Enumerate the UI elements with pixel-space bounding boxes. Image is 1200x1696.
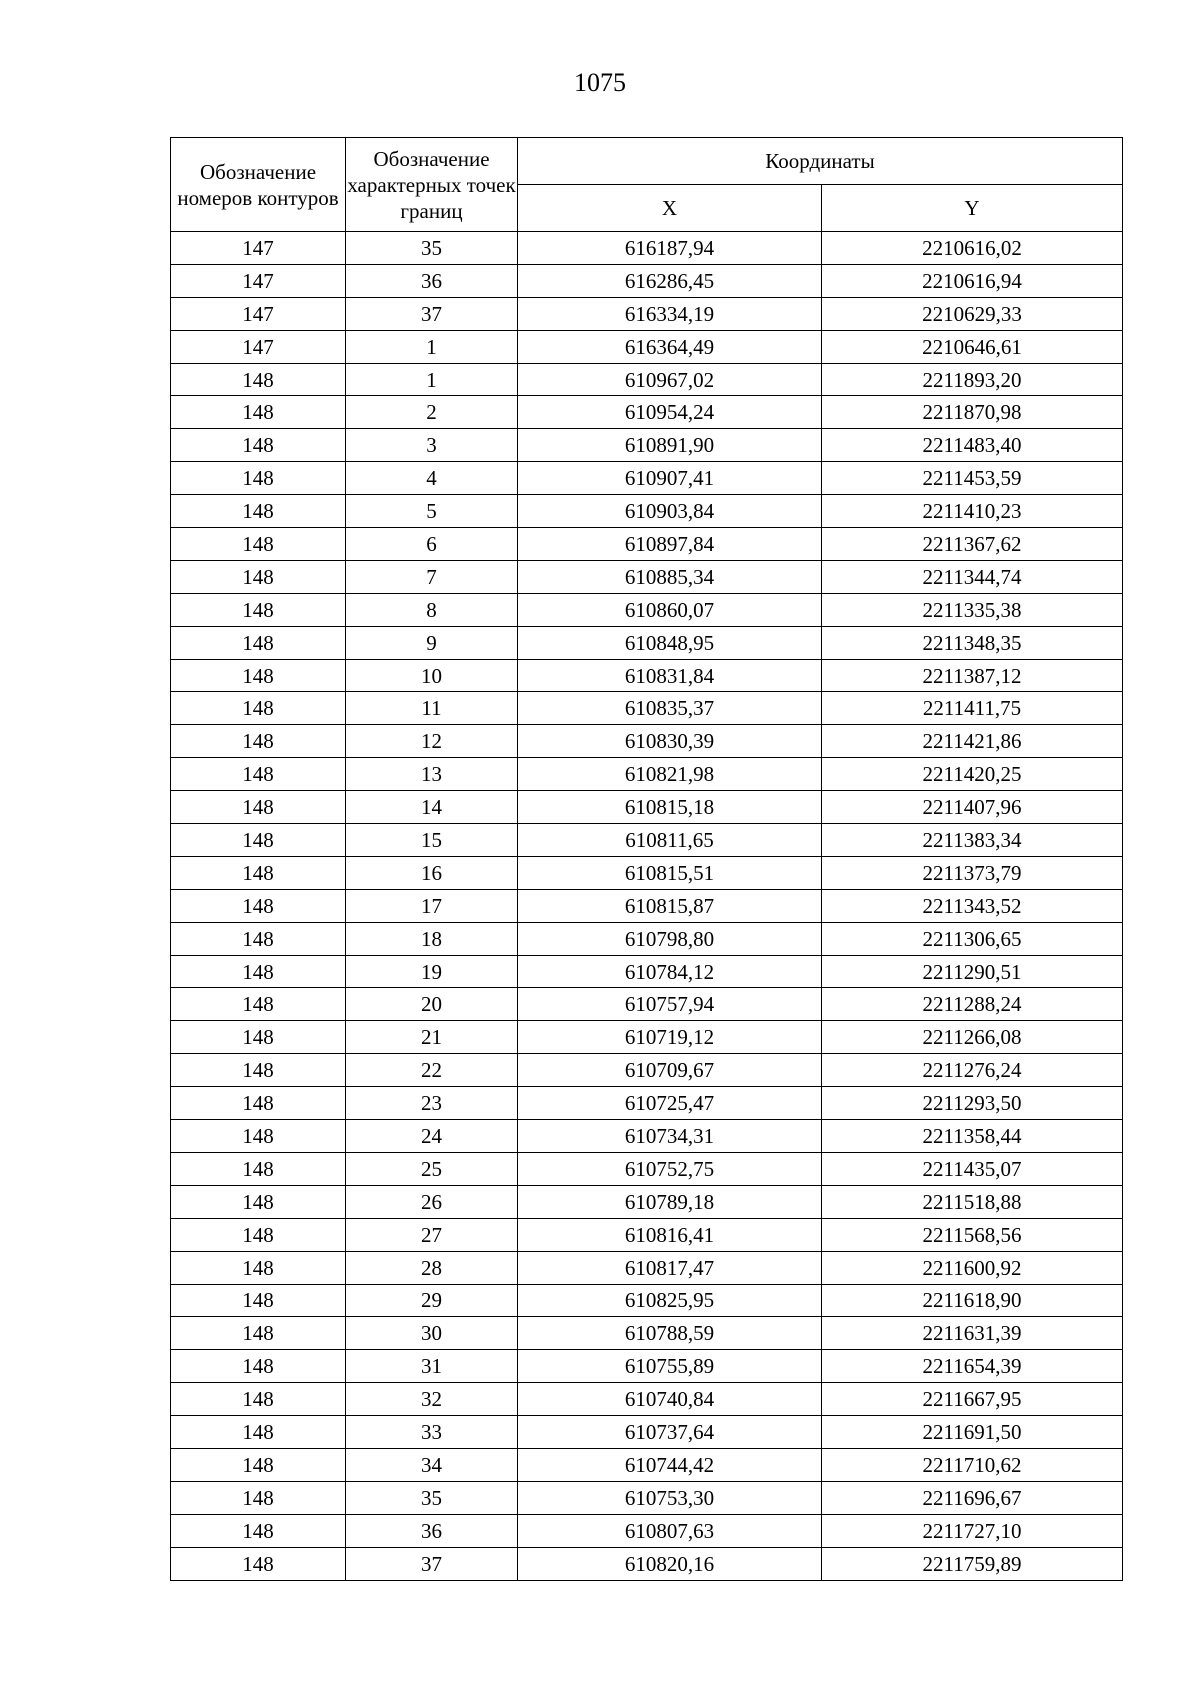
cell-x: 610891,90 xyxy=(518,429,822,462)
table-row xyxy=(171,1185,1123,1218)
cell-point-number: 22 xyxy=(346,1054,518,1087)
cell-y: 2211358,44 xyxy=(822,1120,1123,1153)
cell-contour-number: 148 xyxy=(171,1547,346,1580)
table-row xyxy=(171,363,1123,396)
cell-contour-number: 148 xyxy=(171,1218,346,1251)
cell-y: 2211421,86 xyxy=(822,725,1123,758)
cell-point-number: 17 xyxy=(346,889,518,922)
cell-contour-number: 148 xyxy=(171,1087,346,1120)
cell-contour-number: 148 xyxy=(171,396,346,429)
cell-x: 610798,80 xyxy=(518,922,822,955)
cell-y: 2210629,33 xyxy=(822,297,1123,330)
cell-x: 610719,12 xyxy=(518,1021,822,1054)
cell-y: 2211483,40 xyxy=(822,429,1123,462)
cell-y: 2211631,39 xyxy=(822,1317,1123,1350)
cell-contour-number: 148 xyxy=(171,692,346,725)
cell-contour-number: 148 xyxy=(171,955,346,988)
table-row xyxy=(171,528,1123,561)
cell-point-number: 7 xyxy=(346,560,518,593)
cell-y: 2211893,20 xyxy=(822,363,1123,396)
cell-point-number: 9 xyxy=(346,626,518,659)
cell-contour-number: 148 xyxy=(171,1514,346,1547)
page-number: 1075 xyxy=(574,68,626,97)
cell-x: 610860,07 xyxy=(518,593,822,626)
cell-x: 610820,16 xyxy=(518,1547,822,1580)
cell-point-number: 36 xyxy=(346,264,518,297)
cell-point-number: 1 xyxy=(346,363,518,396)
cell-x: 610830,39 xyxy=(518,725,822,758)
cell-x: 610817,47 xyxy=(518,1251,822,1284)
cell-contour-number: 148 xyxy=(171,856,346,889)
cell-point-number: 12 xyxy=(346,725,518,758)
cell-y: 2211691,50 xyxy=(822,1416,1123,1449)
cell-y: 2211343,52 xyxy=(822,889,1123,922)
header-x: X xyxy=(518,185,822,232)
cell-x: 610954,24 xyxy=(518,396,822,429)
cell-y: 2210616,02 xyxy=(822,232,1123,265)
cell-x: 610821,98 xyxy=(518,758,822,791)
header-coordinates: Координаты xyxy=(518,138,1123,185)
table-row xyxy=(171,955,1123,988)
cell-contour-number: 148 xyxy=(171,1448,346,1481)
cell-point-number: 13 xyxy=(346,758,518,791)
cell-contour-number: 148 xyxy=(171,528,346,561)
table-row xyxy=(171,593,1123,626)
cell-x: 610788,59 xyxy=(518,1317,822,1350)
cell-y: 2211435,07 xyxy=(822,1152,1123,1185)
cell-point-number: 34 xyxy=(346,1448,518,1481)
table-row xyxy=(171,1448,1123,1481)
cell-x: 610848,95 xyxy=(518,626,822,659)
cell-point-number: 37 xyxy=(346,297,518,330)
cell-y: 2211344,74 xyxy=(822,560,1123,593)
cell-y: 2211420,25 xyxy=(822,758,1123,791)
cell-y: 2211367,62 xyxy=(822,528,1123,561)
cell-contour-number: 148 xyxy=(171,462,346,495)
cell-contour-number: 148 xyxy=(171,659,346,692)
table-row xyxy=(171,1120,1123,1153)
cell-y: 2211710,62 xyxy=(822,1448,1123,1481)
cell-x: 616187,94 xyxy=(518,232,822,265)
cell-x: 610815,87 xyxy=(518,889,822,922)
cell-contour-number: 148 xyxy=(171,1185,346,1218)
table-row xyxy=(171,889,1123,922)
cell-x: 610807,63 xyxy=(518,1514,822,1547)
table-row xyxy=(171,1416,1123,1449)
table-row xyxy=(171,988,1123,1021)
cell-y: 2211600,92 xyxy=(822,1251,1123,1284)
cell-point-number: 18 xyxy=(346,922,518,955)
cell-x: 616334,19 xyxy=(518,297,822,330)
table-row xyxy=(171,626,1123,659)
cell-y: 2211335,38 xyxy=(822,593,1123,626)
cell-x: 610752,75 xyxy=(518,1152,822,1185)
cell-y: 2211383,34 xyxy=(822,824,1123,857)
cell-point-number: 15 xyxy=(346,824,518,857)
cell-x: 610816,41 xyxy=(518,1218,822,1251)
cell-point-number: 14 xyxy=(346,791,518,824)
cell-x: 610815,18 xyxy=(518,791,822,824)
cell-point-number: 16 xyxy=(346,856,518,889)
cell-x: 610744,42 xyxy=(518,1448,822,1481)
cell-point-number: 29 xyxy=(346,1284,518,1317)
table-row xyxy=(171,1021,1123,1054)
table-row xyxy=(171,1514,1123,1547)
cell-x: 610737,64 xyxy=(518,1416,822,1449)
cell-x: 610831,84 xyxy=(518,659,822,692)
cell-point-number: 19 xyxy=(346,955,518,988)
table-row xyxy=(171,1481,1123,1514)
coordinates-table xyxy=(170,137,1123,1581)
table-row xyxy=(171,758,1123,791)
cell-point-number: 5 xyxy=(346,495,518,528)
cell-point-number: 36 xyxy=(346,1514,518,1547)
cell-point-number: 35 xyxy=(346,1481,518,1514)
table-row xyxy=(171,264,1123,297)
header-boundary-point: Обозначение характерных точек границ xyxy=(346,138,518,232)
table-row xyxy=(171,791,1123,824)
cell-x: 610897,84 xyxy=(518,528,822,561)
cell-point-number: 33 xyxy=(346,1416,518,1449)
cell-y: 2211387,12 xyxy=(822,659,1123,692)
cell-y: 2211727,10 xyxy=(822,1514,1123,1547)
cell-point-number: 20 xyxy=(346,988,518,1021)
cell-y: 2211306,65 xyxy=(822,922,1123,955)
cell-y: 2211518,88 xyxy=(822,1185,1123,1218)
cell-point-number: 11 xyxy=(346,692,518,725)
cell-contour-number: 148 xyxy=(171,1383,346,1416)
cell-contour-number: 148 xyxy=(171,988,346,1021)
cell-contour-number: 148 xyxy=(171,1251,346,1284)
header-y: Y xyxy=(822,185,1123,232)
cell-point-number: 25 xyxy=(346,1152,518,1185)
cell-x: 610709,67 xyxy=(518,1054,822,1087)
cell-x: 610907,41 xyxy=(518,462,822,495)
cell-point-number: 21 xyxy=(346,1021,518,1054)
cell-point-number: 27 xyxy=(346,1218,518,1251)
table-row xyxy=(171,659,1123,692)
cell-x: 610903,84 xyxy=(518,495,822,528)
cell-contour-number: 148 xyxy=(171,1317,346,1350)
cell-contour-number: 148 xyxy=(171,495,346,528)
table-row xyxy=(171,1218,1123,1251)
cell-contour-number: 148 xyxy=(171,889,346,922)
cell-y: 2211870,98 xyxy=(822,396,1123,429)
cell-point-number: 30 xyxy=(346,1317,518,1350)
cell-point-number: 23 xyxy=(346,1087,518,1120)
cell-x: 610755,89 xyxy=(518,1350,822,1383)
cell-y: 2211618,90 xyxy=(822,1284,1123,1317)
cell-contour-number: 148 xyxy=(171,1120,346,1153)
table-row xyxy=(171,232,1123,265)
cell-point-number: 32 xyxy=(346,1383,518,1416)
cell-x: 610811,65 xyxy=(518,824,822,857)
cell-x: 610725,47 xyxy=(518,1087,822,1120)
cell-x: 610789,18 xyxy=(518,1185,822,1218)
cell-x: 616364,49 xyxy=(518,330,822,363)
table-row xyxy=(171,725,1123,758)
cell-contour-number: 148 xyxy=(171,1416,346,1449)
cell-contour-number: 147 xyxy=(171,330,346,363)
cell-x: 610757,94 xyxy=(518,988,822,1021)
table-row xyxy=(171,429,1123,462)
table-row xyxy=(171,1087,1123,1120)
cell-point-number: 24 xyxy=(346,1120,518,1153)
cell-x: 610967,02 xyxy=(518,363,822,396)
cell-contour-number: 147 xyxy=(171,232,346,265)
header-contour-number: Обозначение номеров контуров xyxy=(171,138,346,232)
cell-y: 2211290,51 xyxy=(822,955,1123,988)
table-row xyxy=(171,1054,1123,1087)
table-row xyxy=(171,297,1123,330)
table-row xyxy=(171,1383,1123,1416)
cell-contour-number: 148 xyxy=(171,922,346,955)
cell-contour-number: 148 xyxy=(171,824,346,857)
table-row xyxy=(171,560,1123,593)
cell-y: 2211411,75 xyxy=(822,692,1123,725)
cell-contour-number: 148 xyxy=(171,758,346,791)
cell-y: 2211453,59 xyxy=(822,462,1123,495)
cell-point-number: 26 xyxy=(346,1185,518,1218)
cell-y: 2211568,56 xyxy=(822,1218,1123,1251)
table-row xyxy=(171,495,1123,528)
cell-y: 2211373,79 xyxy=(822,856,1123,889)
cell-contour-number: 148 xyxy=(171,429,346,462)
table-row xyxy=(171,824,1123,857)
cell-contour-number: 148 xyxy=(171,1152,346,1185)
table-row xyxy=(171,1317,1123,1350)
cell-contour-number: 148 xyxy=(171,1350,346,1383)
cell-contour-number: 148 xyxy=(171,593,346,626)
table-row xyxy=(171,692,1123,725)
cell-y: 2211667,95 xyxy=(822,1383,1123,1416)
table-row xyxy=(171,1284,1123,1317)
cell-contour-number: 148 xyxy=(171,363,346,396)
cell-contour-number: 148 xyxy=(171,725,346,758)
table-row xyxy=(171,462,1123,495)
cell-point-number: 2 xyxy=(346,396,518,429)
table-row xyxy=(171,330,1123,363)
cell-y: 2211654,39 xyxy=(822,1350,1123,1383)
table-row xyxy=(171,396,1123,429)
cell-y: 2211759,89 xyxy=(822,1547,1123,1580)
cell-x: 610784,12 xyxy=(518,955,822,988)
cell-point-number: 4 xyxy=(346,462,518,495)
table-row xyxy=(171,1251,1123,1284)
cell-point-number: 28 xyxy=(346,1251,518,1284)
cell-y: 2210646,61 xyxy=(822,330,1123,363)
cell-point-number: 8 xyxy=(346,593,518,626)
table-row xyxy=(171,922,1123,955)
cell-y: 2211348,35 xyxy=(822,626,1123,659)
cell-point-number: 31 xyxy=(346,1350,518,1383)
cell-contour-number: 148 xyxy=(171,1054,346,1087)
table-row xyxy=(171,1547,1123,1580)
cell-y: 2211696,67 xyxy=(822,1481,1123,1514)
cell-x: 616286,45 xyxy=(518,264,822,297)
table-row xyxy=(171,1152,1123,1185)
cell-contour-number: 148 xyxy=(171,791,346,824)
cell-contour-number: 148 xyxy=(171,1021,346,1054)
cell-contour-number: 147 xyxy=(171,264,346,297)
cell-contour-number: 148 xyxy=(171,626,346,659)
cell-point-number: 37 xyxy=(346,1547,518,1580)
cell-y: 2211410,23 xyxy=(822,495,1123,528)
cell-contour-number: 147 xyxy=(171,297,346,330)
table-row xyxy=(171,856,1123,889)
cell-point-number: 10 xyxy=(346,659,518,692)
cell-point-number: 3 xyxy=(346,429,518,462)
cell-x: 610734,31 xyxy=(518,1120,822,1153)
cell-x: 610835,37 xyxy=(518,692,822,725)
cell-y: 2211407,96 xyxy=(822,791,1123,824)
cell-point-number: 1 xyxy=(346,330,518,363)
table-row xyxy=(171,1350,1123,1383)
cell-x: 610815,51 xyxy=(518,856,822,889)
cell-x: 610740,84 xyxy=(518,1383,822,1416)
cell-x: 610753,30 xyxy=(518,1481,822,1514)
cell-y: 2211288,24 xyxy=(822,988,1123,1021)
cell-x: 610825,95 xyxy=(518,1284,822,1317)
cell-y: 2211293,50 xyxy=(822,1087,1123,1120)
cell-y: 2210616,94 xyxy=(822,264,1123,297)
cell-contour-number: 148 xyxy=(171,1481,346,1514)
cell-x: 610885,34 xyxy=(518,560,822,593)
table-body xyxy=(171,232,1123,1581)
cell-point-number: 35 xyxy=(346,232,518,265)
cell-y: 2211276,24 xyxy=(822,1054,1123,1087)
cell-contour-number: 148 xyxy=(171,560,346,593)
cell-point-number: 6 xyxy=(346,528,518,561)
cell-y: 2211266,08 xyxy=(822,1021,1123,1054)
cell-contour-number: 148 xyxy=(171,1284,346,1317)
